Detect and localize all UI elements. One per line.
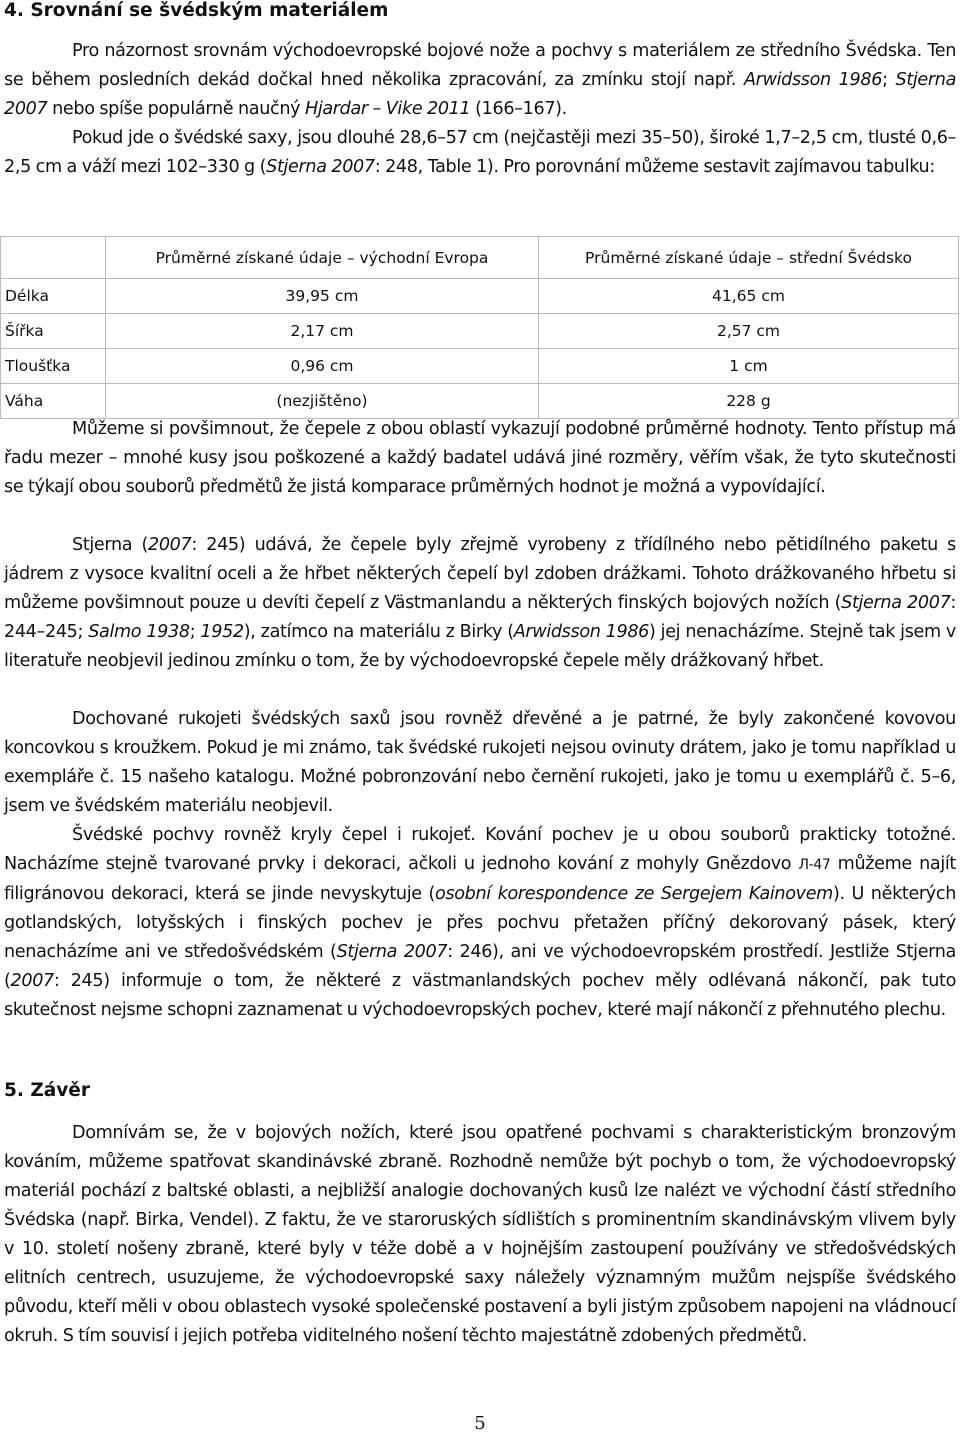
table-cell: 2,17 cm — [106, 314, 539, 349]
table-row — [1, 384, 959, 419]
table-cell: 39,95 cm — [106, 279, 539, 314]
table-cell: 2,57 cm — [539, 314, 959, 349]
table-header-cell — [1, 237, 106, 279]
paragraph-after-table-1: Můžeme si povšimnout, že čepele z obou oblastí vykazují podobné průměrné hodnoty. Tento přístup má řadu mezer – mnohé kusy jsou poškozené a každý badatel udává jiné rozměry, věřím však, že tyto skutečnosti se týkají obou souborů předmětů že jistá komparace průměrných hodnot je možná a vypovídající. — [4, 419, 956, 497]
comparison-table — [0, 236, 959, 419]
table-cell: 41,65 cm — [539, 279, 959, 314]
table-row — [1, 349, 959, 384]
section-4-paragraph-1: Pro názornost srovnám východoevropské bojové nože a pochvy s materiálem ze středního Švédska. Ten se během posledních dekád dočkal hned několika zpracování, za zmínku stojí např. Arwidsson 1986; Stjerna 2007 nebo spíše populárně naučný Hjardar – Vike 2011 (166–167). — [4, 41, 957, 119]
table-header-row — [1, 237, 959, 279]
table-cell-label: Délka — [1, 279, 106, 314]
paragraph-after-table-3: Dochované rukojeti švédských saxů jsou rovněž dřevěné a je patrné, že byly zakončené kovovou koncovkou s kroužkem. Pokud je mi známo, tak švédské rukojeti nejsou ovinuty drátem, jako je tomu například u exempláře č. 15 našeho katalogu. Možné pobronzování nebo černění rukojeti, jako je tomu u exemplářů č. 5–6, jsem ve švédském materiálu neobjevil. — [4, 709, 956, 816]
table-row — [1, 279, 959, 314]
table-cell: 1 cm — [539, 349, 959, 384]
paragraph-after-table-4: Švédské pochvy rovněž kryly čepel i rukojeť. Kování pochev je u obou souborů prakticky totožné. Nacházíme stejně tvarované prvky i dekoraci, ačkoli u jednoho kování z mohyly Gnězdovo Л-47 můžeme najít filigránovou dekoraci, která se jinde nevyskytuje (osobní korespondence ze Sergejem Kainovem). U některých gotlandských, lotyšských i finských pochev je přes pochvu přetažen příčný dekorovaný pásek, který nenacházíme ani ve středošvédském (Stjerna 2007: 246), ani ve východoevropském prostředí. Jestliže Stjerna (2007: 245) informuje o tom, že některé z västmanlandských pochev měly odlévaná nákončí, pak tuto skutečnost nejsme schopni zaznamenat u východoevropských pochev, které mají nákončí z přehnutého plechu. — [4, 825, 956, 1020]
section-4-paragraph-2: Pokud jde o švédské saxy, jsou dlouhé 28,6–57 cm (nejčastěji mezi 35–50), široké 1,7–2,5 cm, tlusté 0,6–2,5 cm a váží mezi 102–330 g (Stjerna 2007: 248, Table 1). Pro porovnání můžeme sestavit zajímavou tabulku: — [4, 128, 956, 177]
table-cell: 228 g — [539, 384, 959, 419]
table-header-cell: Průměrné získané údaje – východní Evropa — [106, 237, 539, 279]
section-5-heading: 5. Závěr — [4, 1080, 90, 1101]
table-cell-label: Váha — [1, 384, 106, 419]
table-cell-label: Šířka — [1, 314, 106, 349]
page-number: 5 — [474, 1413, 486, 1434]
table-header-cell: Průměrné získané údaje – střední Švédsko — [539, 237, 959, 279]
table-row — [1, 314, 959, 349]
table-cell-label: Tloušťka — [1, 349, 106, 384]
table-cell: (nezjištěno) — [106, 384, 539, 419]
paragraph-after-table-2: Stjerna (2007: 245) udává, že čepele byly zřejmě vyrobeny z třídílného nebo pětidílného paketu s jádrem z vysoce kvalitní oceli a že hřbet některých čepelí byl zdoben drážkami. Tohoto drážkovaného hřbetu si můžeme povšimnout pouze u devíti čepelí z Västmanlandu a některých finských bojových nožích (Stjerna 2007: 244–245; Salmo 1938; 1952), zatímco na materiálu z Birky (Arwidsson 1986) jej nenacházíme. Stejně tak jsem v literatuře neobjevil jedinou zmínku o tom, že by východoevropské čepele měly drážkovaný hřbet. — [4, 535, 956, 671]
table-cell: 0,96 cm — [106, 349, 539, 384]
section-5-paragraph-1: Domnívám se, že v bojových nožích, které jsou opatřené pochvami s charakteristickým bronzovým kováním, můžeme spatřovat skandinávské zbraně. Rozhodně nemůže být pochyb o tom, že východoevropský materiál pochází z baltské oblasti, a nejbližší analogie dochovaných kusů lze nalézt ve východní částí středního Švédska (např. Birka, Vendel). Z faktu, že ve staroruských sídlištích s prominentním skandinávským vlivem byly v 10. století nošeny zbraně, které byly v téže době a v hojnějším zastoupení používány ve středošvédských elitních centrech, usuzujeme, že východoevropské saxy náležely významným mužům nejspíše švédského původu, kteří měli v obou oblastech vysoké společenské postavení a byli jistým způsobem napojeni na vládnoucí okruh. S tím souvisí i jejich potřeba viditelného nošení těchto majestátně zdobených předmětů. — [4, 1123, 956, 1346]
section-4-heading: 4. Srovnání se švédským materiálem — [4, 0, 389, 21]
